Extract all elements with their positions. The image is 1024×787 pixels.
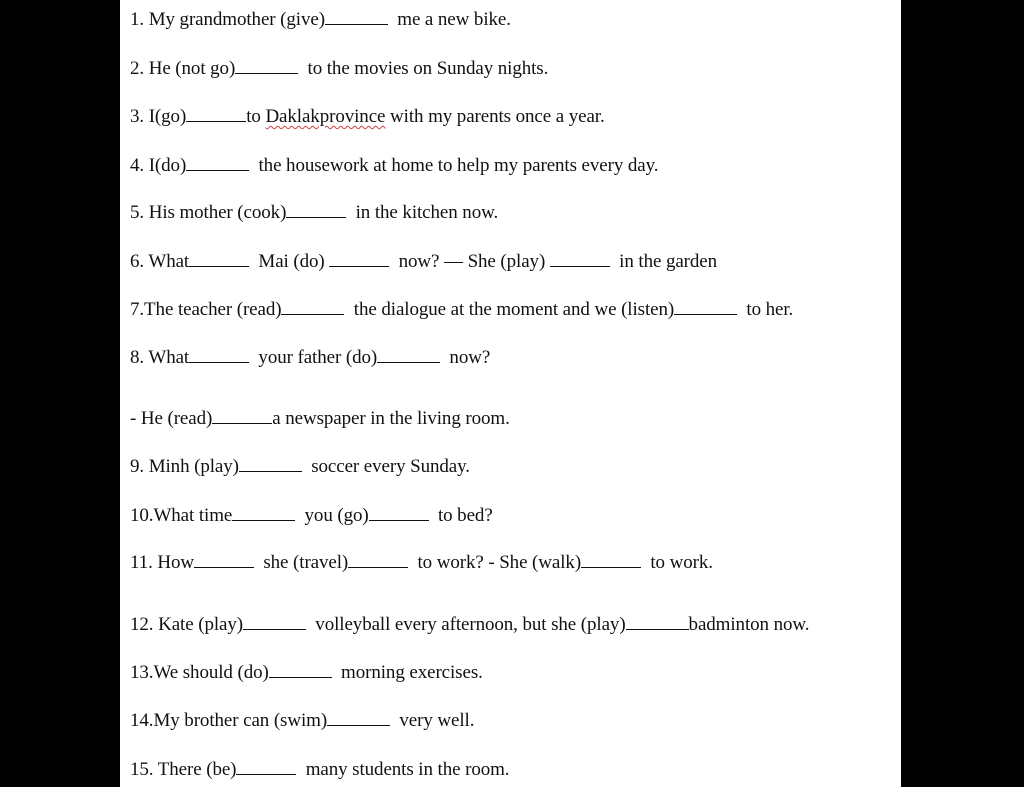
- exercise-item-14: [130, 708, 901, 734]
- item-text: morning exercises.: [341, 662, 483, 683]
- item-text: now?: [449, 347, 491, 368]
- answer-blank[interactable]: [329, 251, 389, 267]
- item-text: 10.What time: [130, 505, 233, 526]
- exercise-item-8-answer: [130, 406, 901, 432]
- item-text: she (travel): [263, 552, 349, 573]
- item-text: to bed?: [437, 505, 493, 526]
- item-text: many students in the room.: [305, 759, 510, 780]
- answer-blank[interactable]: [239, 456, 302, 472]
- exercise-item-3: [130, 104, 901, 130]
- exercise-item-12: [130, 612, 901, 638]
- item-text: me a new bike.: [397, 9, 511, 30]
- item-text: to work? - She (walk): [417, 552, 582, 573]
- item-text: 3. I(go): [130, 106, 187, 127]
- item-text: - He (read): [130, 408, 213, 429]
- answer-blank[interactable]: [286, 202, 346, 218]
- answer-blank[interactable]: [235, 58, 298, 74]
- item-text: very well.: [399, 710, 475, 731]
- answer-blank[interactable]: [281, 299, 344, 315]
- item-text: 8. What: [130, 347, 190, 368]
- answer-blank[interactable]: [674, 299, 737, 315]
- exercise-item-6: [130, 249, 901, 275]
- exercise-item-8: [130, 345, 901, 371]
- item-text: 7.The teacher (read): [130, 299, 282, 320]
- item-text: 4. I(do): [130, 155, 187, 176]
- item-text: badminton now.: [688, 614, 810, 635]
- answer-blank[interactable]: [186, 106, 246, 122]
- answer-blank[interactable]: [243, 614, 306, 630]
- exercise-item-1: [130, 7, 901, 33]
- exercise-item-11: [130, 550, 901, 576]
- exercise-item-13: [130, 660, 901, 686]
- item-text: now? — She (play): [398, 251, 546, 272]
- item-text: the dialogue at the moment and we (listen): [353, 299, 675, 320]
- answer-blank[interactable]: [269, 662, 332, 678]
- item-text: in the kitchen now.: [355, 202, 499, 223]
- answer-blank[interactable]: [369, 505, 429, 521]
- answer-blank[interactable]: [550, 251, 610, 267]
- answer-blank[interactable]: [186, 155, 249, 171]
- item-text: to work.: [650, 552, 713, 573]
- item-text: the housework at home to help my parents every day.: [258, 155, 659, 176]
- item-text: in the garden: [619, 251, 718, 272]
- item-text: to the movies on Sunday nights.: [307, 58, 549, 79]
- item-text: 6. What: [130, 251, 190, 272]
- item-text: 14.My brother can (swim): [130, 710, 328, 731]
- item-text: to her.: [746, 299, 794, 320]
- item-text: 12. Kate (play): [130, 614, 243, 635]
- item-text: soccer every Sunday.: [311, 456, 470, 477]
- answer-blank[interactable]: [189, 347, 249, 363]
- worksheet-page: [120, 0, 901, 787]
- answer-blank[interactable]: [348, 552, 408, 568]
- item-text: your father (do): [258, 347, 378, 368]
- item-text: be): [212, 759, 237, 780]
- answer-blank[interactable]: [232, 505, 295, 521]
- item-text: 1. My grandmother (give): [130, 9, 325, 30]
- answer-blank[interactable]: [212, 408, 272, 424]
- item-text: you (go): [304, 505, 369, 526]
- item-text: Mai (do): [258, 251, 325, 272]
- item-text: 13.We should (do): [130, 662, 269, 683]
- misspelled-word: Daklakprovince: [265, 106, 386, 127]
- item-text: to: [246, 106, 261, 127]
- exercise-item-15: [130, 757, 901, 783]
- answer-blank[interactable]: [581, 552, 641, 568]
- exercise-item-2: [130, 56, 901, 82]
- answer-blank[interactable]: [189, 251, 249, 267]
- exercise-item-9: [130, 454, 901, 480]
- item-text: 5. His mother (cook): [130, 202, 287, 223]
- answer-blank[interactable]: [236, 759, 296, 775]
- answer-blank[interactable]: [194, 552, 254, 568]
- item-text: 15. There (: [130, 759, 213, 780]
- item-text: 9. Minh (play): [130, 456, 239, 477]
- item-text: 2. He (not go): [130, 58, 236, 79]
- answer-blank[interactable]: [327, 710, 390, 726]
- exercise-item-7: [130, 297, 901, 323]
- item-text: 11. How: [130, 552, 195, 573]
- answer-blank[interactable]: [626, 614, 689, 630]
- answer-blank[interactable]: [325, 9, 388, 25]
- item-text: with my parents once a year.: [390, 106, 605, 127]
- exercise-item-4: [130, 153, 901, 179]
- item-text: a newspaper in the living room.: [272, 408, 510, 429]
- exercise-item-5: [130, 200, 901, 226]
- item-text: volleyball every afternoon, but she (play): [315, 614, 626, 635]
- answer-blank[interactable]: [377, 347, 440, 363]
- exercise-item-10: [130, 503, 901, 529]
